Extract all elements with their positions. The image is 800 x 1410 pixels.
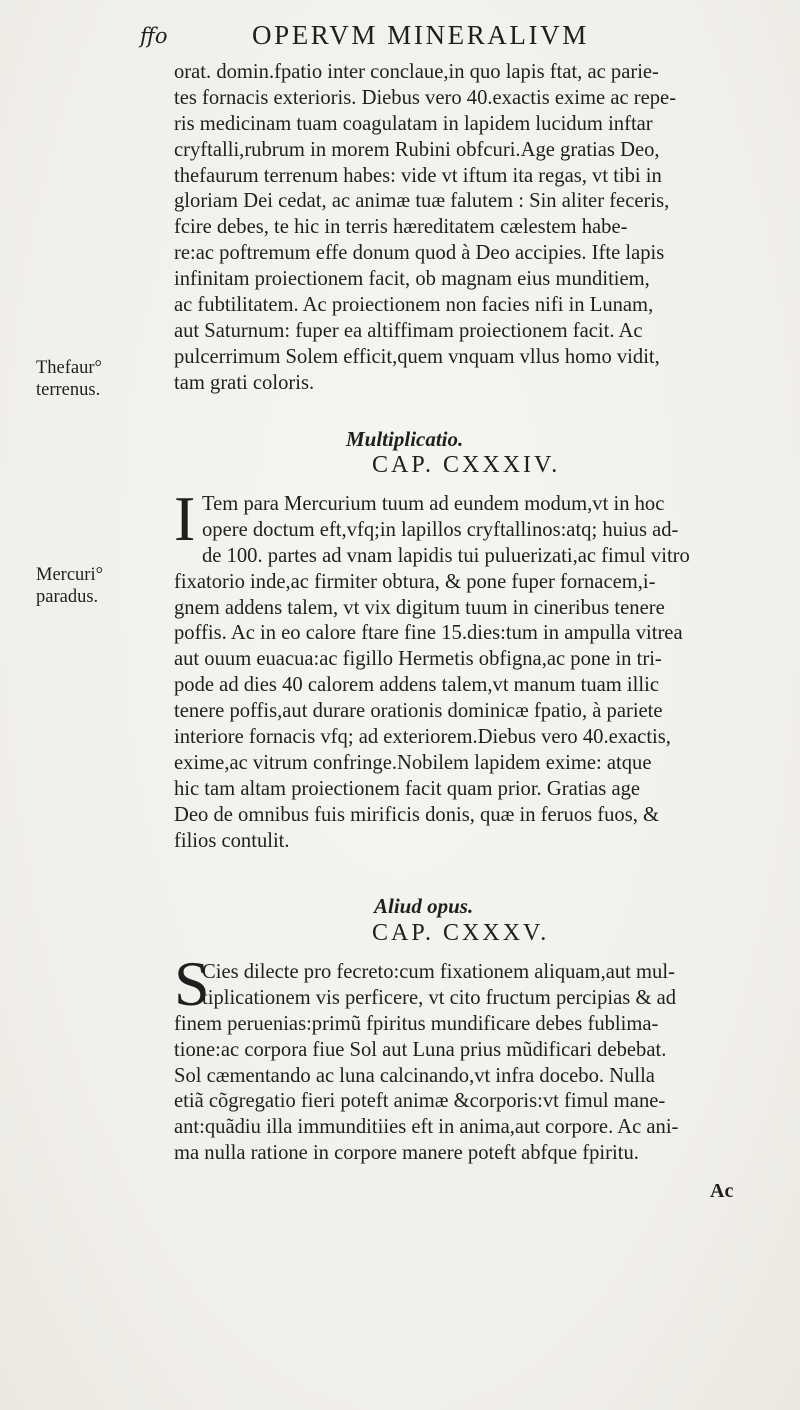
section-2-chapter-heading: CAP. CXXXIV.: [372, 452, 561, 478]
drop-cap-s: S: [174, 948, 210, 1019]
text-line: pode ad dies 40 calorem addens talem,vt manum tuam illic: [174, 674, 659, 697]
text-line: fcire debes, te hic in terris hæreditatem cælestem habe-: [174, 216, 628, 239]
text-line: de 100. partes ad vnam lapidis tui puluerizati,ac fimul vitro: [202, 544, 690, 567]
text-line: etiã cõgregatio fieri poteft animæ &corporis:vt fimul mane-: [174, 1090, 666, 1113]
text-line: ant:quãdiu illa immunditiies eft in anima,aut corpore. Ac ani-: [174, 1116, 679, 1139]
text-line: re:ac poftremum effe donum quod à Deo accipies. Ifte lapis: [174, 242, 665, 265]
page-header: [140, 20, 760, 56]
text-line: orat. domin.fpatio inter conclaue,in quo lapis ftat, ac parie-: [174, 61, 659, 83]
text-line: finem peruenias:primũ fpiritus mundificare debes fublima-: [174, 1012, 659, 1035]
text-line: Sol cæmentando ac luna calcinando,vt infra docebo. Nulla: [174, 1064, 655, 1087]
text-line: tenere poffis,aut durare orationis dominicæ fpatio, à pariete: [174, 700, 663, 723]
text-line: poffis. Ac in eo calore ftare fine 15.dies:tum in ampulla vitrea: [174, 622, 683, 645]
margin-note-thesaurus: Thefaur° terrenus.: [36, 358, 102, 400]
catchword: Ac: [710, 1180, 734, 1202]
text-line: ma nulla ratione in corpore manere poteft abfque fpiritu.: [174, 1142, 639, 1165]
text-line: cryftalli,rubrum in morem Rubini obfcuri.Age gratias Deo,: [174, 138, 660, 161]
section-3-subtitle: Aliud opus.: [374, 894, 474, 918]
text-line: ac fubtilitatem. Ac proiectionem non facies nifi in Lunam,: [174, 294, 654, 317]
text-line: tiplicationem vis perficere, vt cito fructum percipias & ad: [202, 986, 677, 1009]
text-line: Cies dilecte pro fecreto:cum fixationem aliquam,aut mul-: [202, 961, 675, 983]
text-line: tes fornacis exterioris. Diebus vero 40.exactis exime ac repe-: [174, 86, 677, 109]
text-line: interiore fornacis vfq; ad exteriorem.Diebus vero 40.exactis,: [174, 726, 671, 749]
margin-note-mercurius: Mercuri° paradus.: [36, 565, 103, 607]
text-line: infinitam proiectionem facit, ob magnam eius munditiem,: [174, 268, 650, 291]
section-2-paragraph: [174, 492, 754, 854]
text-line: aut ouum euacua:ac figillo Hermetis obfigna,ac pone in tri-: [174, 648, 662, 671]
text-line: Tem para Mercurium tuum ad eundem modum,vt in hoc: [202, 493, 665, 515]
running-title: OPERVM MINERALIVM: [252, 20, 589, 50]
text-line: filios contulit.: [174, 829, 290, 852]
text-line: opere doctum eft,vfq;in lapillos cryftallinos:atq; huius ad-: [202, 518, 679, 541]
text-line: ris medicinam tuam coagulatam in lapidem lucidum inftar: [174, 112, 653, 135]
text-line: thefaurum terrenum habes: vide vt iftum ita regas, vt tibi in: [174, 164, 662, 187]
section-3-chapter-heading: CAP. CXXXV.: [372, 920, 550, 946]
text-line: tione:ac corpora fiue Sol aut Luna prius mũdificari debebat.: [174, 1038, 667, 1061]
section-2-subtitle: Multiplicatio.: [346, 427, 464, 451]
text-line: exime,ac vitrum confringe.Nobilem lapidem exime: atque: [174, 751, 652, 774]
folio-number: ffo: [140, 24, 168, 48]
text-line: hic tam altam proiectionem facit quam prior. Gratias age: [174, 777, 641, 800]
section-3-paragraph: [174, 960, 754, 1167]
section-1-paragraph: [174, 60, 754, 397]
text-line: gnem addens talem, vt vix digitum tuum in cineribus tenere: [174, 596, 665, 619]
text-line: Deo de omnibus fuis mirificis donis, quæ in feruos fuos, &: [174, 803, 660, 826]
text-line: tam grati coloris.: [174, 371, 315, 394]
text-line: fixatorio inde,ac firmiter obtura, & pone fuper fornacem,i-: [174, 570, 656, 593]
text-line: aut Saturnum: fuper ea altiffimam proiectionem facit. Ac: [174, 319, 643, 342]
text-line: gloriam Dei cedat, ac animæ tuæ falutem : Sin aliter feceris,: [174, 190, 670, 213]
drop-cap-i: I: [174, 483, 196, 554]
text-line: pulcerrimum Solem efficit,quem vnquam vllus homo vidit,: [174, 345, 660, 368]
